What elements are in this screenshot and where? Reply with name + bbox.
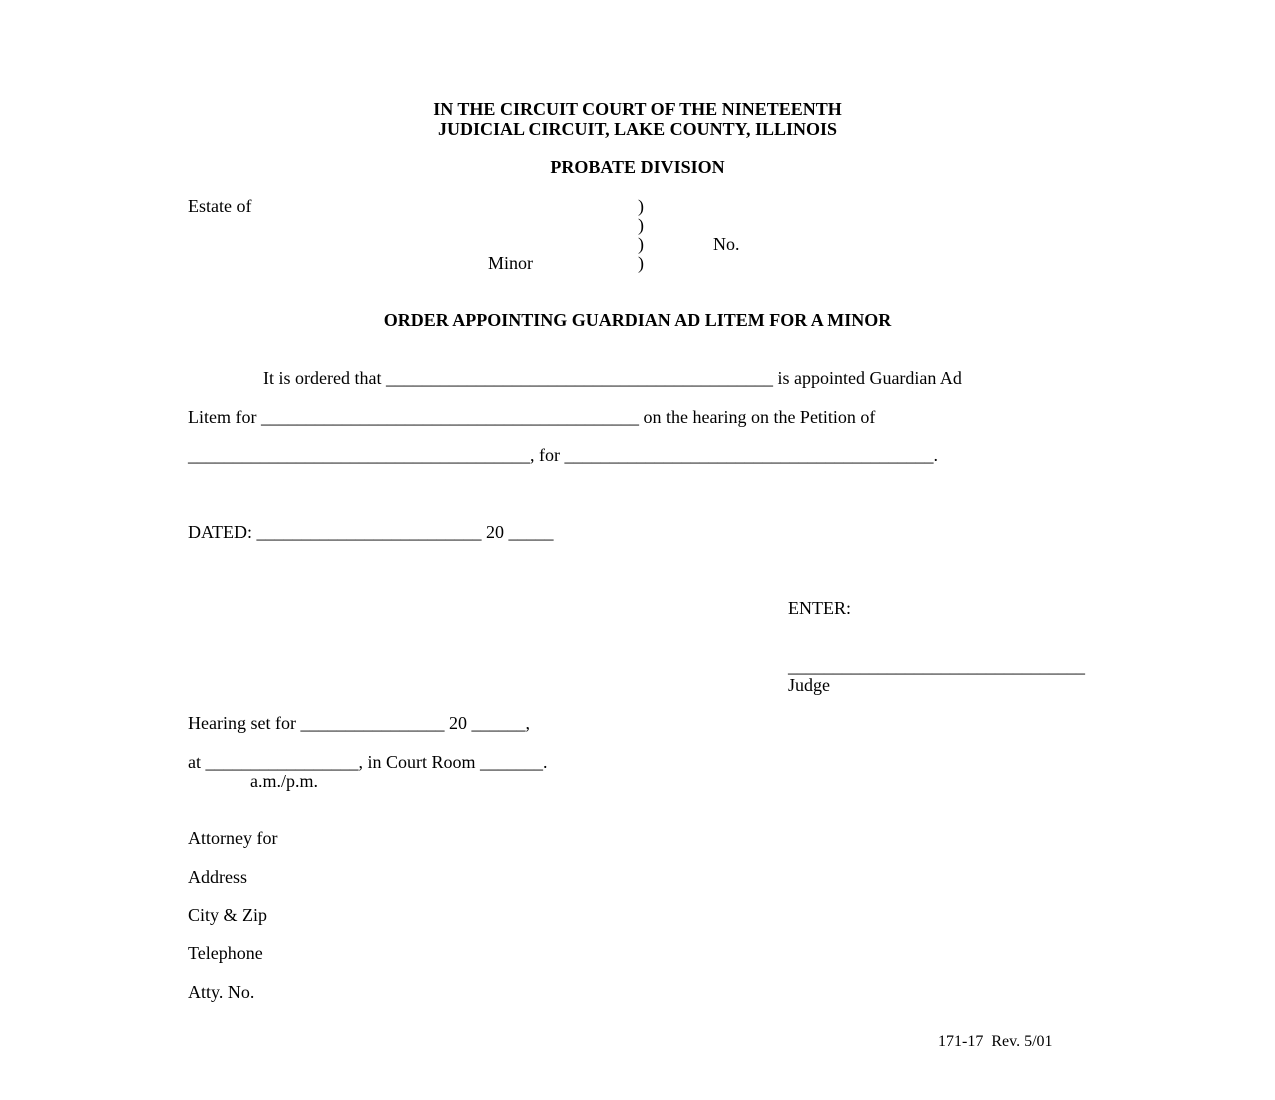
order-body-line-3: ______________________________________, for _________________________________________. — [188, 445, 938, 465]
caption-paren: ) — [638, 234, 644, 254]
attorney-for-label: Attorney for — [188, 828, 278, 848]
minor-label: Minor — [488, 253, 533, 273]
court-name-line-2: JUDICIAL CIRCUIT, LAKE COUNTY, ILLINOIS — [437, 119, 838, 139]
caption-paren: ) — [638, 253, 644, 273]
attorney-number-label: Atty. No. — [188, 982, 255, 1002]
order-body-line-1: It is ordered that ___________________________________________ is appointed Guardian Ad — [263, 368, 962, 388]
dated-line: DATED: _________________________ 20 _____ — [188, 522, 554, 542]
order-title: ORDER APPOINTING GUARDIAN AD LITEM FOR A MINOR — [383, 310, 892, 330]
address-label: Address — [188, 867, 247, 887]
hearing-set-line: Hearing set for ________________ 20 ______, — [188, 713, 530, 733]
hearing-time-room-line: at _________________, in Court Room _______. — [188, 752, 548, 772]
caption-paren: ) — [638, 215, 644, 235]
division-heading: PROBATE DIVISION — [550, 157, 725, 177]
am-pm-label: a.m./p.m. — [250, 771, 318, 791]
judge-label: Judge — [788, 675, 830, 695]
telephone-label: Telephone — [188, 943, 263, 963]
order-body-line-2: Litem for __________________________________________ on the hearing on the Petition of — [188, 407, 876, 427]
caption-paren: ) — [638, 196, 644, 216]
enter-label: ENTER: — [788, 598, 851, 618]
judge-signature-line: _________________________________ — [788, 656, 1085, 676]
form-number: 171-17 Rev. 5/01 — [938, 1033, 1053, 1050]
court-name-line-1: IN THE CIRCUIT COURT OF THE NINETEENTH — [433, 99, 842, 119]
city-zip-label: City & Zip — [188, 905, 268, 925]
case-number-label: No. — [713, 234, 740, 254]
estate-of-label: Estate of — [188, 196, 252, 216]
